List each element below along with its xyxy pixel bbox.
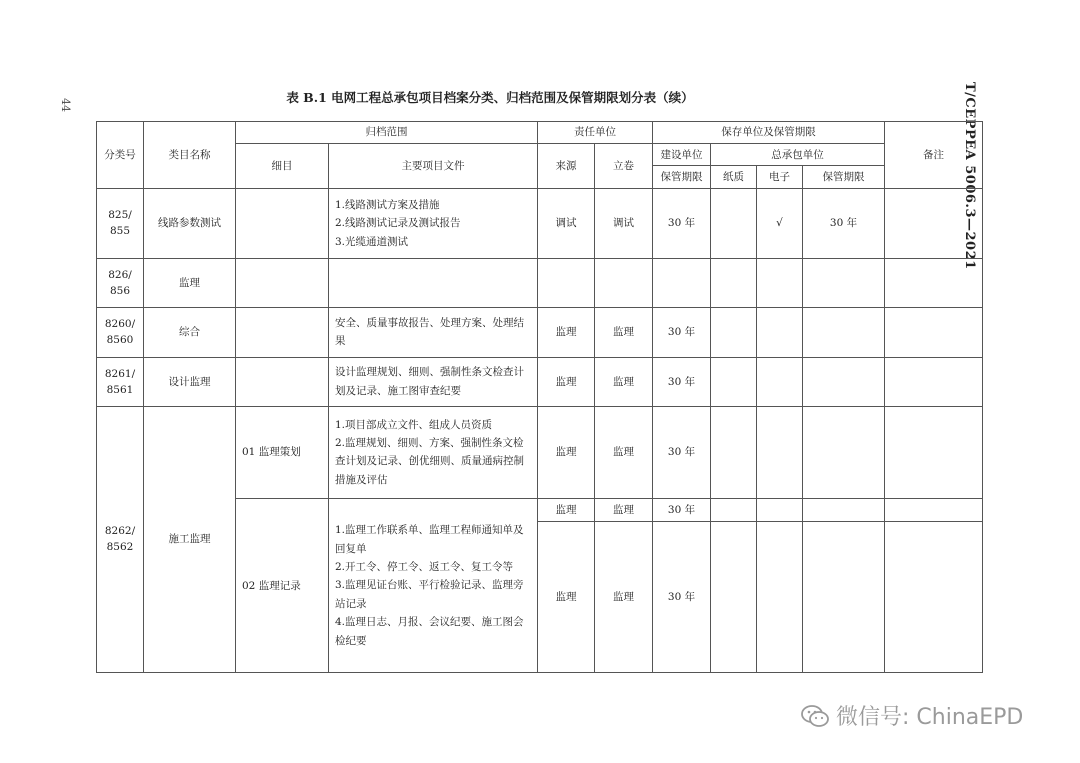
row-code: 8261/ 8561 xyxy=(97,358,144,406)
row-detail xyxy=(236,188,329,259)
table-row xyxy=(97,358,983,406)
header-category-no: 分类号 xyxy=(97,122,144,189)
header-contractor-period: 保管期限 xyxy=(803,166,885,188)
table-row xyxy=(97,259,983,307)
header-responsible-unit: 责任单位 xyxy=(538,122,653,144)
doc-line: 2.开工令、停工令、返工令、复工令等 xyxy=(335,561,514,574)
header-remarks: 备注 xyxy=(885,122,983,189)
doc-line: 1.监理工作联系单、监理工程师通知单及回复单 xyxy=(335,524,524,555)
row-docs xyxy=(329,358,538,406)
row-name: 设计监理 xyxy=(144,358,236,406)
header-source: 来源 xyxy=(538,144,595,188)
table-title: 表 B.1 电网工程总承包项目档案分类、归档范围及保管期限划分表（续） xyxy=(286,90,694,105)
header-electronic: 电子 xyxy=(757,166,803,188)
doc-line: 3.监理见证台账、平行检验记录、监理旁站记录 xyxy=(335,579,524,610)
doc-line: 1.线路测试方案及措施 xyxy=(335,198,440,211)
row-docs xyxy=(329,499,538,673)
row-name: 线路参数测试 xyxy=(144,188,236,259)
row-code: 826/ 856 xyxy=(97,259,144,307)
row-detail: 02 监理记录 xyxy=(236,499,329,673)
header-construction-unit: 建设单位 xyxy=(653,144,711,166)
standard-code: T/CEPPEA 5006.3—2021 xyxy=(962,82,977,270)
row-docs xyxy=(329,406,538,499)
row-docs xyxy=(329,307,538,357)
header-contractor-unit: 总承包单位 xyxy=(711,144,885,166)
row-filing: 监理 xyxy=(595,406,653,499)
row-source: 监理 xyxy=(538,307,595,357)
row-detail xyxy=(236,307,329,357)
table-row xyxy=(97,406,983,499)
page-number: 44 xyxy=(59,98,72,112)
row-name: 施工监理 xyxy=(144,406,236,672)
row-period: 30 年 xyxy=(653,499,711,521)
wechat-icon xyxy=(800,703,830,729)
table-row xyxy=(97,307,983,357)
wechat-watermark xyxy=(800,700,1023,731)
row-period: 30 年 xyxy=(653,358,711,406)
row-contractor-period: 30 年 xyxy=(803,188,885,259)
header-detail: 细目 xyxy=(236,144,329,188)
row-filing: 调试 xyxy=(595,188,653,259)
header-paper: 纸质 xyxy=(711,166,757,188)
header-archive-scope: 归档范围 xyxy=(236,122,538,144)
row-code: 825/ 855 xyxy=(97,188,144,259)
row-filing: 监理 xyxy=(595,307,653,357)
doc-line: 设计监理规划、细则、强制性条文检查计划及记录、施工图审查纪要 xyxy=(335,366,524,397)
row-name: 综合 xyxy=(144,307,236,357)
row-docs xyxy=(329,188,538,259)
row-code: 8262/ 8562 xyxy=(97,406,144,672)
row-filing: 监理 xyxy=(595,521,653,672)
doc-line: 2.监理规划、细则、方案、强制性条文检查计划及记录、创优细则、质量通病控制措施及评估 xyxy=(335,437,524,486)
doc-line: 2.线路测试记录及测试报告 xyxy=(335,217,461,230)
watermark-text: 微信号: ChinaEPD xyxy=(836,705,1024,730)
row-source: 监理 xyxy=(538,358,595,406)
row-detail: 01 监理策划 xyxy=(236,406,329,499)
row-remarks xyxy=(885,188,983,259)
header-retention-period: 保管期限 xyxy=(653,166,711,188)
row-paper xyxy=(711,188,757,259)
header-main-docs: 主要项目文件 xyxy=(329,144,538,188)
row-period: 30 年 xyxy=(653,188,711,259)
doc-line: 3.光缆通道测试 xyxy=(335,235,409,248)
row-name: 监理 xyxy=(144,259,236,307)
row-electronic: √ xyxy=(757,188,803,259)
header-filing: 立卷 xyxy=(595,144,653,188)
row-filing: 监理 xyxy=(595,358,653,406)
row-source: 监理 xyxy=(538,406,595,499)
doc-line: 1.项目部成立文件、组成人员资质 xyxy=(335,418,493,431)
row-source: 监理 xyxy=(538,499,595,521)
row-source: 调试 xyxy=(538,188,595,259)
row-period: 30 年 xyxy=(653,307,711,357)
header-retention: 保存单位及保管期限 xyxy=(653,122,885,144)
header-category-name: 类目名称 xyxy=(144,122,236,189)
row-period: 30 年 xyxy=(653,521,711,672)
doc-line: 安全、质量事故报告、处理方案、处理结果 xyxy=(335,316,524,348)
row-source: 监理 xyxy=(538,521,595,672)
row-filing: 监理 xyxy=(595,499,653,521)
row-period: 30 年 xyxy=(653,406,711,499)
doc-line: 4.监理日志、月报、会议纪要、施工图会检纪要 xyxy=(335,616,524,647)
archive-classification-table xyxy=(96,121,983,673)
table-row xyxy=(97,188,983,259)
row-code: 8260/ 8560 xyxy=(97,307,144,357)
row-detail xyxy=(236,358,329,406)
